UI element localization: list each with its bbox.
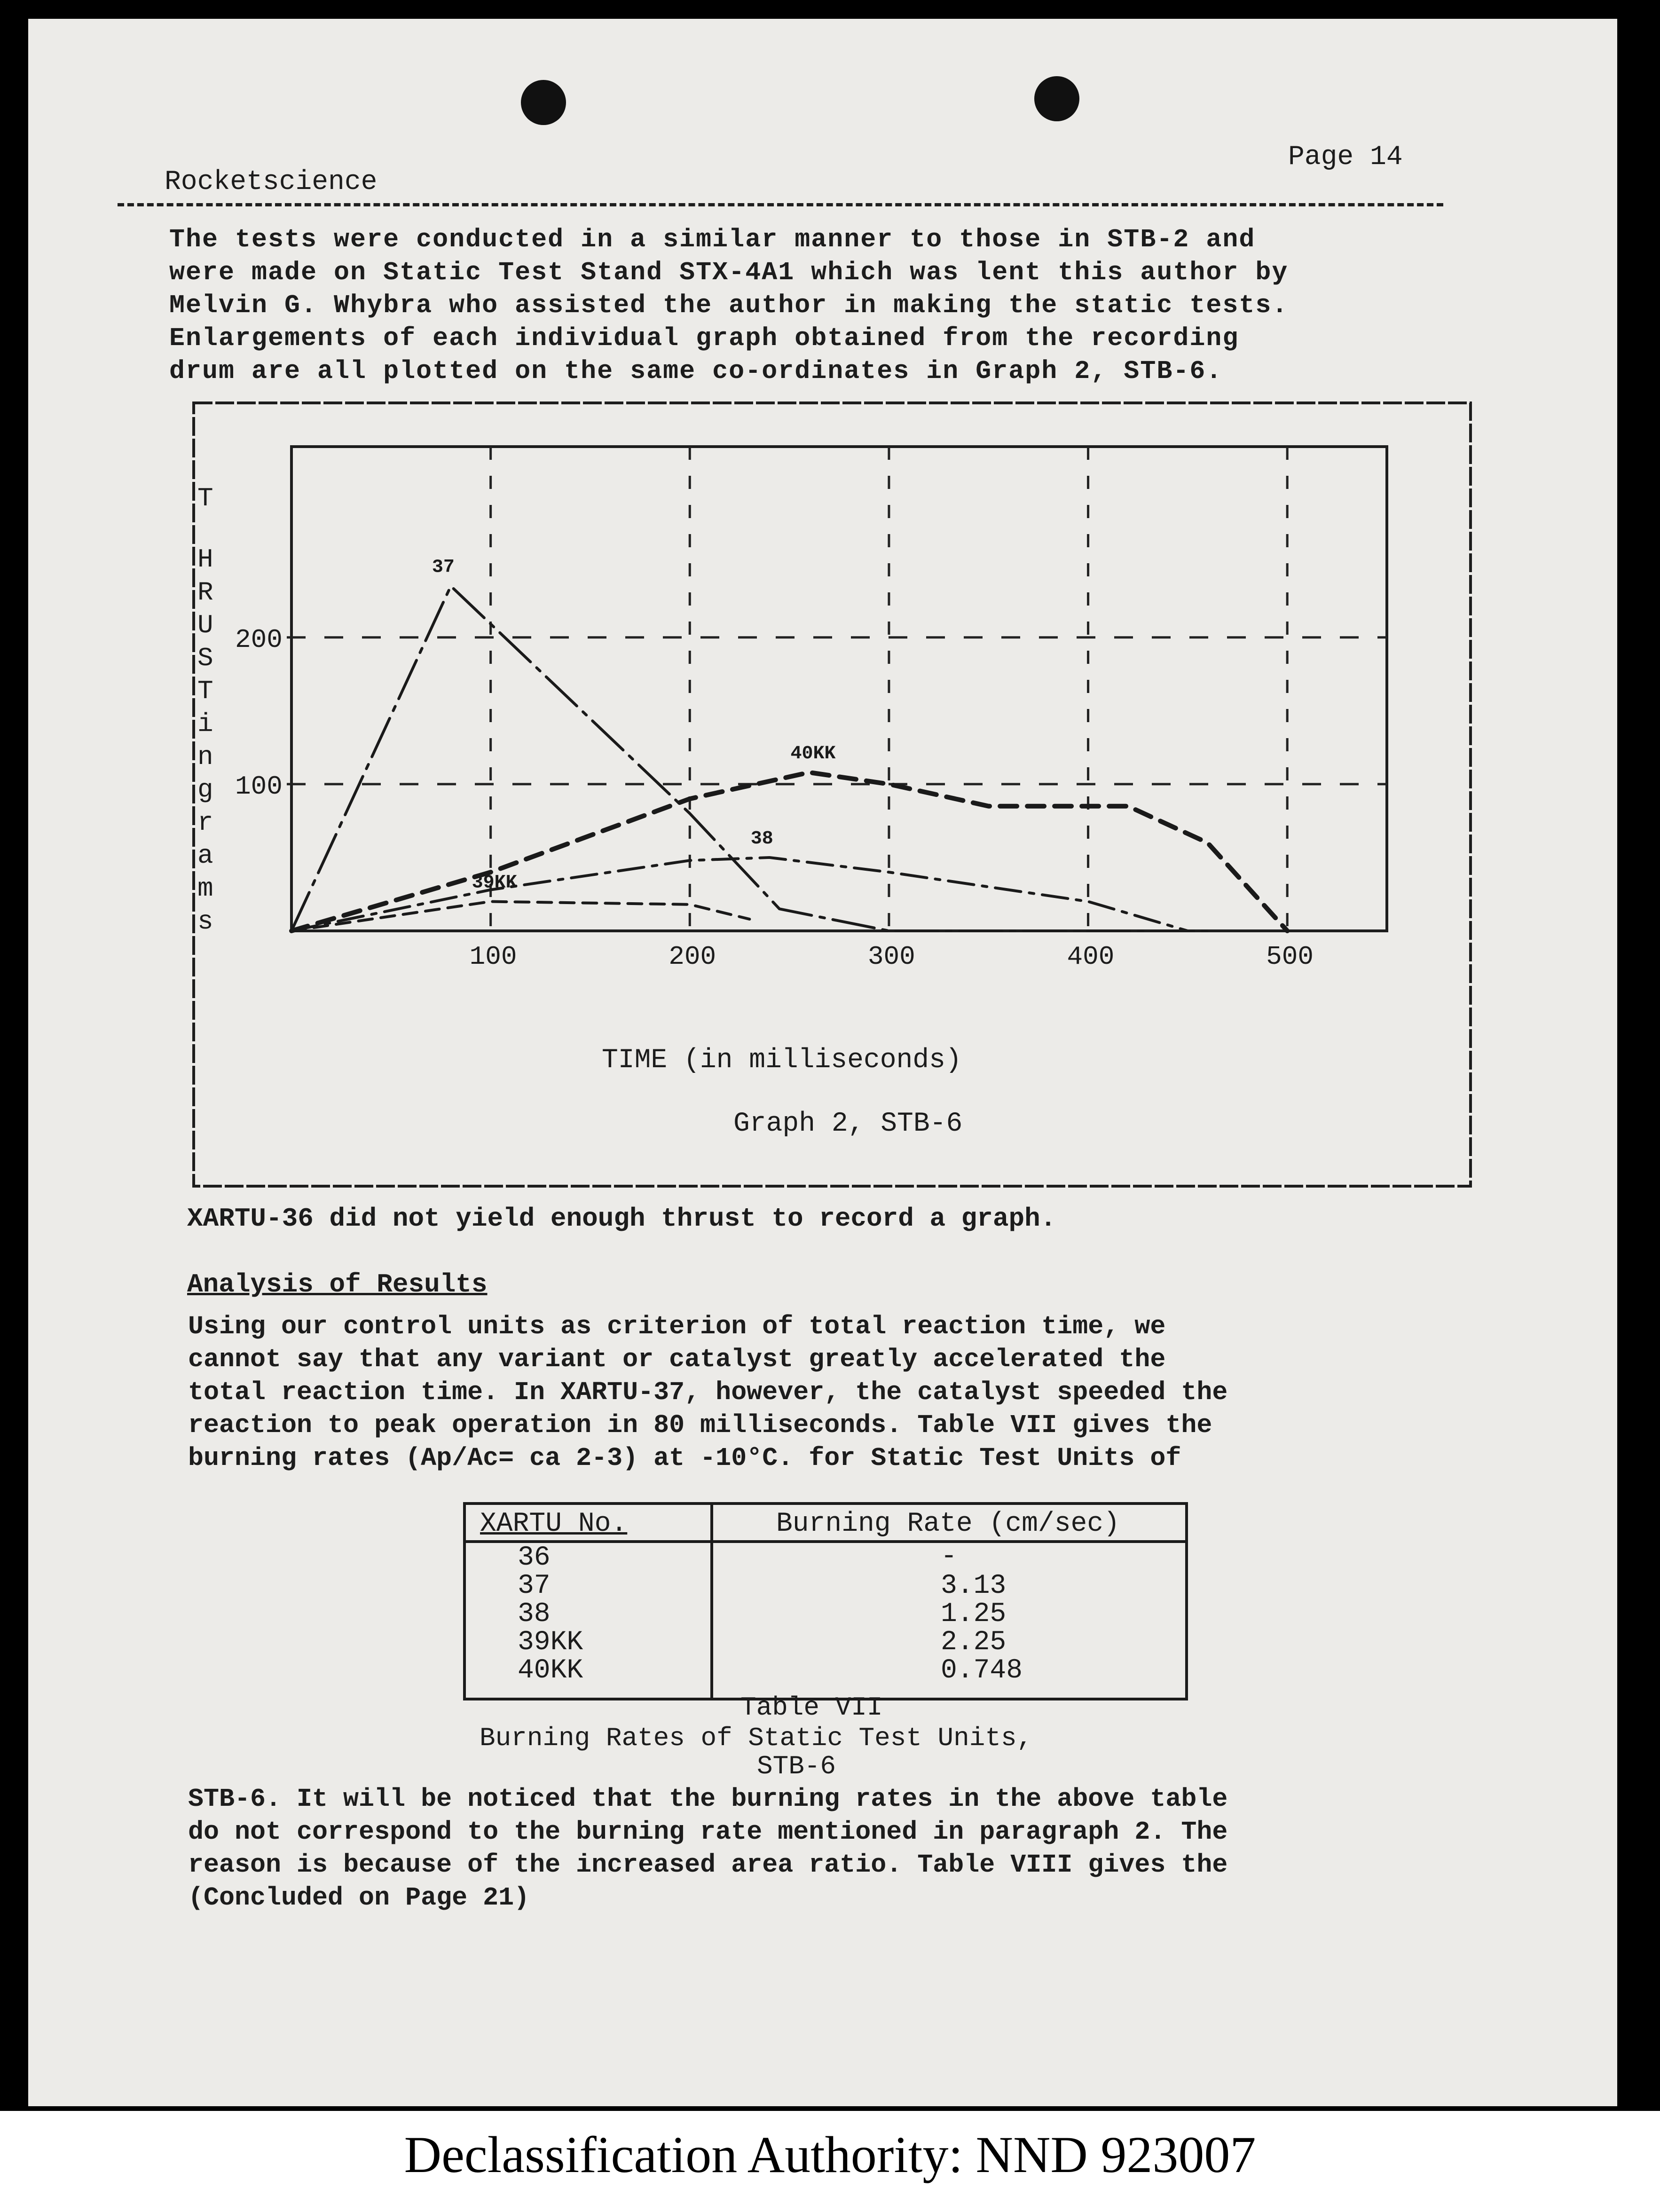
paragraph2-line: total reaction time. In XARTU-37, however, the catalyst speeded the bbox=[188, 1378, 1228, 1407]
paragraph1-line: were made on Static Test Stand STX-4A1 which was lent this author by bbox=[169, 258, 1289, 287]
x-tick-label: 500 bbox=[1266, 942, 1314, 972]
header-title: Rocketscience bbox=[165, 167, 378, 197]
paragraph2-line: burning rates (Ap/Ac= ca 2-3) at -10°C. for Static Test Units of bbox=[188, 1443, 1181, 1473]
paragraph3-line: do not correspond to the burning rate mentioned in paragraph 2. The bbox=[188, 1817, 1228, 1847]
burning-rate-table bbox=[463, 1502, 1188, 1700]
x-tick-label: 400 bbox=[1067, 942, 1115, 972]
paragraph1-line: drum are all plotted on the same co-ordinates in Graph 2, STB-6. bbox=[169, 356, 1223, 386]
paragraph1-line: The tests were conducted in a similar manner to those in STB-2 and bbox=[169, 225, 1256, 254]
y-axis-label-char: T bbox=[197, 676, 213, 706]
table-cell: - bbox=[941, 1542, 957, 1572]
page-number: Page 14 bbox=[1288, 142, 1403, 173]
paragraph2-line: Using our control units as criterion of total reaction time, we bbox=[188, 1312, 1166, 1341]
chart-title: Graph 2, STB-6 bbox=[733, 1109, 963, 1139]
header-rule bbox=[118, 203, 1443, 206]
table-cell: 38 bbox=[518, 1599, 551, 1629]
paragraph1-line: Enlargements of each individual graph obtained from the recording bbox=[169, 323, 1239, 353]
table-cell: 2.25 bbox=[941, 1627, 1007, 1658]
y-axis-label-char: R bbox=[197, 577, 213, 607]
table-column-divider bbox=[710, 1505, 713, 1698]
paragraph3-line: (Concluded on Page 21) bbox=[188, 1883, 530, 1913]
table-cell: 0.748 bbox=[941, 1655, 1023, 1686]
punch-hole-right bbox=[1034, 76, 1079, 121]
series-label: 40KK bbox=[790, 743, 836, 764]
paragraph3-line: reason is because of the increased area ratio. Table VIII gives the bbox=[188, 1850, 1228, 1880]
y-axis-label-char: r bbox=[197, 808, 213, 838]
table-cell: 3.13 bbox=[941, 1571, 1007, 1601]
y-axis-label-char: i bbox=[197, 709, 213, 739]
x-tick-label: 100 bbox=[469, 942, 517, 972]
table-caption: Table VII bbox=[740, 1692, 883, 1723]
paragraph2-line: cannot say that any variant or catalyst greatly accelerated the bbox=[188, 1345, 1166, 1374]
x-tick-label: 200 bbox=[669, 942, 716, 972]
table-cell: 1.25 bbox=[941, 1599, 1007, 1629]
paragraph2-line: reaction to peak operation in 80 milliseconds. Table VII gives the bbox=[188, 1410, 1212, 1440]
table-cell: 37 bbox=[518, 1571, 551, 1601]
y-axis-label-char: a bbox=[197, 841, 213, 871]
y-tick-label: 100 bbox=[235, 771, 283, 802]
table-cell: 39KK bbox=[518, 1627, 583, 1658]
punch-hole-left bbox=[521, 80, 566, 125]
analysis-heading: Analysis of Results bbox=[187, 1269, 488, 1299]
declassification-footer: Declassification Authority: NND 923007 bbox=[404, 2126, 1256, 2183]
y-axis-label-char: m bbox=[197, 874, 213, 904]
y-axis-label-char: g bbox=[197, 775, 213, 805]
y-tick-label: 200 bbox=[235, 624, 283, 655]
table-caption: STB-6 bbox=[757, 1751, 836, 1781]
paragraph1-line: Melvin G. Whybra who assisted the author in making the static tests. bbox=[169, 291, 1289, 320]
paragraph3-line: STB-6. It will be noticed that the burning rates in the above table bbox=[188, 1784, 1228, 1814]
no-graph-note: XARTU-36 did not yield enough thrust to record a graph. bbox=[187, 1204, 1056, 1234]
table-header-cell: Burning Rate (cm/sec) bbox=[776, 1509, 1120, 1539]
series-label: 37 bbox=[432, 557, 455, 578]
y-axis-label-char: s bbox=[197, 906, 213, 937]
table-cell: 40KK bbox=[518, 1655, 583, 1686]
y-axis-label-char: U bbox=[197, 610, 213, 640]
x-tick-label: 300 bbox=[867, 942, 915, 972]
table-caption: Burning Rates of Static Test Units, bbox=[480, 1723, 1033, 1753]
y-axis-label-char: n bbox=[197, 742, 213, 772]
table-header-cell: XARTU No. bbox=[480, 1509, 628, 1539]
y-axis-label-char: H bbox=[197, 544, 213, 575]
y-axis-label-char: S bbox=[197, 643, 213, 673]
thrust-chart bbox=[188, 397, 1476, 1192]
chart-x-axis-label: TIME (in milliseconds) bbox=[602, 1045, 962, 1076]
series-line-40kk bbox=[291, 772, 1287, 931]
series-label: 38 bbox=[750, 828, 773, 850]
series-label: 39KK bbox=[472, 872, 517, 894]
table-cell: 36 bbox=[518, 1543, 551, 1573]
y-axis-label-char: T bbox=[197, 483, 213, 513]
